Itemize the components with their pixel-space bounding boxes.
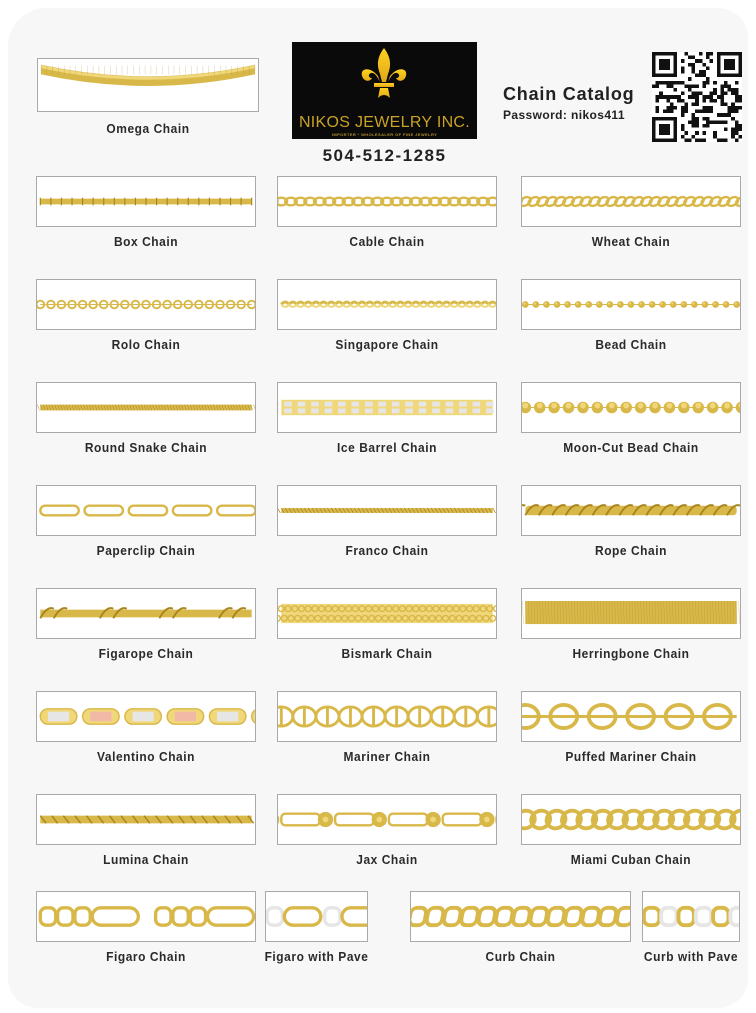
chain-label-mariner: Mariner Chain [343,749,431,764]
chain-label-wheat: Wheat Chain [591,234,671,249]
chain-swatch-herringbone[interactable] [521,588,741,639]
qr-code-icon[interactable] [652,52,742,142]
chain-swatch-rolo[interactable] [36,279,256,330]
chain-swatch-franco[interactable] [277,485,497,536]
catalog-title: Chain Catalog [503,84,635,104]
franco-chain-icon [278,486,496,535]
company-logo [292,42,477,139]
rope-chain-icon [522,486,740,535]
box-chain-icon [37,177,255,226]
chain-swatch-mariner[interactable] [277,691,497,742]
chain-label-cable: Cable Chain [349,234,425,249]
chain-swatch-singapore[interactable] [277,279,497,330]
chain-label-valentino: Valentino Chain [96,749,195,764]
chain-swatch-jax[interactable] [277,794,497,845]
mariner-chain-icon [278,692,496,741]
chain-label-lumina: Lumina Chain [103,852,189,867]
chain-label-mooncut: Moon-Cut Bead Chain [563,440,699,455]
chain-swatch-figarope[interactable] [36,588,256,639]
cable-chain-icon [278,177,496,226]
bead-chain-icon [522,280,740,329]
omega-chain-icon [38,59,258,111]
puffedmariner-chain-icon [522,692,740,741]
jax-chain-icon [278,795,496,844]
chain-swatch-puffedmariner[interactable] [521,691,741,742]
chain-label-paperclip: Paperclip Chain [96,543,196,558]
singapore-chain-icon [278,280,496,329]
chain-label-box: Box Chain [113,234,179,249]
chain-label-herringbone: Herringbone Chain [572,646,690,661]
chain-swatch-rope[interactable] [521,485,741,536]
chain-label-bead: Bead Chain [595,337,667,352]
chain-label-figarope: Figarope Chain [98,646,194,661]
chain-swatch-mooncut[interactable] [521,382,741,433]
catalog-password: Password: nikos411 [503,108,625,122]
cuban-chain-icon [522,795,740,844]
chain-swatch-figaro[interactable] [36,891,256,942]
chain-label-omega: Omega Chain [106,121,190,136]
chain-swatch-valentino[interactable] [36,691,256,742]
chain-label-franco: Franco Chain [345,543,429,558]
chain-swatch-figaropave[interactable] [265,891,368,942]
chain-label-puffedmariner: Puffed Mariner Chain [565,749,697,764]
chain-swatch-omega[interactable] [37,58,259,112]
paperclip-chain-icon [37,486,255,535]
curbpave-chain-icon [643,892,739,941]
figaropave-chain-icon [266,892,367,941]
chain-swatch-curb[interactable] [410,891,631,942]
chain-label-figaropave: Figaro with Pave [264,949,369,964]
company-tagline: IMPORTER * WHOLESALER OF FINE JEWELRY [331,132,438,137]
chain-swatch-box[interactable] [36,176,256,227]
chain-swatch-icebarrel[interactable] [277,382,497,433]
chain-label-rolo: Rolo Chain [111,337,181,352]
chain-swatch-cable[interactable] [277,176,497,227]
figaro-chain-icon [37,892,255,941]
phone-number[interactable]: 504-512-1285 [322,146,447,165]
chain-label-cuban: Miami Cuban Chain [570,852,692,867]
chain-label-jax: Jax Chain [356,852,418,867]
company-name: NIKOS JEWELRY INC. [298,114,471,131]
bismark-chain-icon [278,589,496,638]
icebarrel-chain-icon [278,383,496,432]
lumina-chain-icon [37,795,255,844]
chain-swatch-cuban[interactable] [521,794,741,845]
chain-label-curb: Curb Chain [485,949,556,964]
chain-swatch-curbpave[interactable] [642,891,740,942]
chain-swatch-paperclip[interactable] [36,485,256,536]
chain-swatch-wheat[interactable] [521,176,741,227]
rolo-chain-icon [37,280,255,329]
chain-label-snake: Round Snake Chain [84,440,208,455]
chain-label-bismark: Bismark Chain [341,646,433,661]
chain-label-curbpave: Curb with Pave [643,949,739,964]
chain-swatch-bead[interactable] [521,279,741,330]
chain-swatch-lumina[interactable] [36,794,256,845]
herringbone-chain-icon [522,589,740,638]
chain-label-icebarrel: Ice Barrel Chain [337,440,437,455]
chain-label-singapore: Singapore Chain [335,337,439,352]
chain-swatch-bismark[interactable] [277,588,497,639]
snake-chain-icon [37,383,255,432]
fleur-de-lis-icon [292,42,477,112]
figarope-chain-icon [37,589,255,638]
chain-label-rope: Rope Chain [595,543,667,558]
valentino-chain-icon [37,692,255,741]
wheat-chain-icon [522,177,740,226]
chain-label-figaro: Figaro Chain [106,949,186,964]
chain-swatch-snake[interactable] [36,382,256,433]
mooncut-chain-icon [522,383,740,432]
curb-chain-icon [411,892,630,941]
